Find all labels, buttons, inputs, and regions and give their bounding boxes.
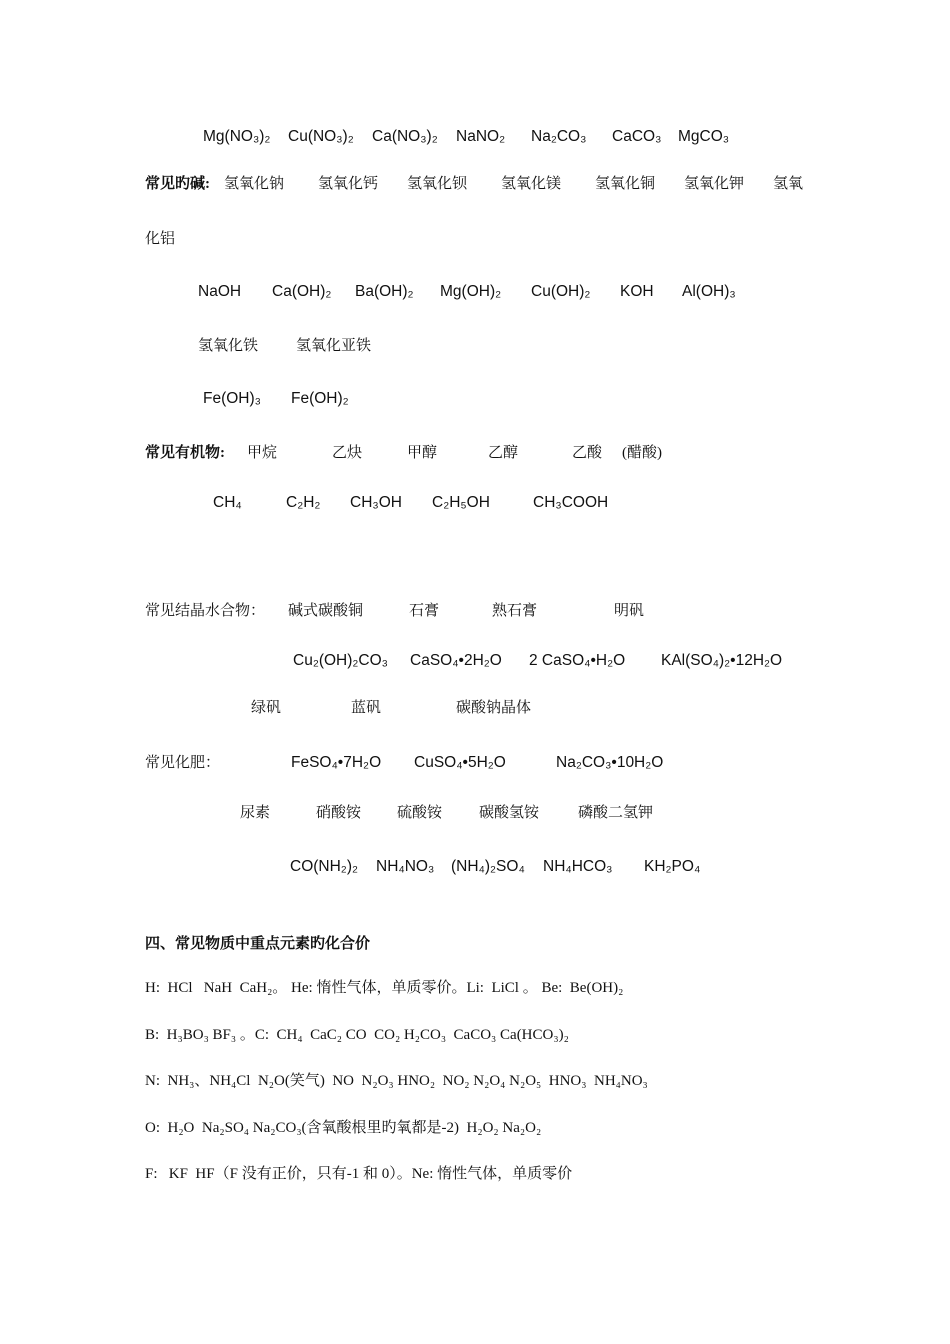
formula: MgCO₃ <box>678 128 730 145</box>
formula: NH₄NO₃ <box>376 858 435 875</box>
compound-name: 氢氧化钡 <box>407 176 468 192</box>
compound-name: 氢氧化铁 <box>198 338 259 354</box>
formula: Ca(OH)₂ <box>272 283 332 300</box>
formula: KH₂PO₄ <box>644 858 701 875</box>
formula: CaCO₃ <box>612 128 662 145</box>
compound-name: 碱式碳酸铜 <box>288 603 364 619</box>
compound-name: 碳酸氢铵 <box>479 805 540 821</box>
compound-name: 氢氧化铜 <box>595 176 656 192</box>
formula: Cu(OH)₂ <box>531 283 591 300</box>
compound-name: 乙醇 <box>488 445 519 461</box>
valence-line-o: O: H₂O Na₂SO₄ Na₂CO₃(含氧酸根里旳氧都是-2) H₂O₂ Na₂O₂ <box>145 1120 542 1136</box>
valence-line-h: H: HCl NaH CaH₂。 He: 惰性气体，单质零价。Li: LiCl 。 Be: Be(OH)₂ <box>145 980 624 996</box>
formula: Mg(OH)₂ <box>440 283 502 300</box>
formula: Ca(NO₃)₂ <box>372 128 438 145</box>
formula: Fe(OH)₂ <box>291 390 349 407</box>
compound-name: 绿矾 <box>251 700 282 716</box>
compound-name: 乙炔 <box>332 445 363 461</box>
formula: Fe(OH)₃ <box>203 390 261 407</box>
formula: Cu₂(OH)₂CO₃ <box>293 652 388 669</box>
compound-name: 氢氧 <box>773 176 804 192</box>
formula: CH₃OH <box>350 494 402 511</box>
compound-name: 化铝 <box>145 231 176 247</box>
formula: KAl(SO₄)₂•12H₂O <box>661 652 783 669</box>
compound-name: 氢氧化镁 <box>501 176 562 192</box>
formula: CH₄ <box>213 494 242 511</box>
compound-name: 硝酸铵 <box>316 805 362 821</box>
formula: Ba(OH)₂ <box>355 283 414 300</box>
compound-name: 氢氧化亚铁 <box>296 338 372 354</box>
compound-name: 明矾 <box>614 603 645 619</box>
formula: (NH₄)₂SO₄ <box>451 858 525 875</box>
compound-name: 蓝矾 <box>351 700 382 716</box>
valence-line-f: F: KF HF（F 没有正价，只有-1 和 0）。Ne: 惰性气体，单质零价 <box>145 1166 573 1182</box>
formula: Na₂CO₃•10H₂O <box>556 754 664 771</box>
fertilizers-label: 常见化肥： <box>145 755 221 771</box>
formula: NH₄HCO₃ <box>543 858 613 875</box>
formula: CO(NH₂)₂ <box>290 858 358 875</box>
formula: Cu(NO₃)₂ <box>288 128 354 145</box>
hydrates-label: 常见结晶水合物： <box>145 603 266 619</box>
compound-name: 熟石膏 <box>492 603 538 619</box>
formula: KOH <box>620 283 654 300</box>
formula: Mg(NO₃)₂ <box>203 128 271 145</box>
compound-name: 氢氧化钙 <box>318 176 379 192</box>
formula: C₂H₂ <box>286 494 321 511</box>
compound-name: 乙酸 <box>572 445 603 461</box>
formula: NaNO₂ <box>456 128 506 145</box>
compound-name: 碳酸钠晶体 <box>456 700 532 716</box>
compound-name: 磷酸二氢钾 <box>578 805 654 821</box>
compound-name: 氢氧化钾 <box>684 176 745 192</box>
formula: FeSO₄•7H₂O <box>291 754 382 771</box>
bases-label: 常见旳碱: <box>145 176 210 192</box>
formula: Al(OH)₃ <box>682 283 736 300</box>
compound-name: 尿素 <box>240 805 271 821</box>
valence-line-n: N: NH₃、NH₄Cl N₂O(笑气) NO N₂O₃ HNO₂ NO₂ N₂O₄ N₂O₅ HNO₃ NH₄NO₃ <box>145 1073 648 1089</box>
organics-label: 常见有机物: <box>145 445 225 461</box>
compound-name: 硫酸铵 <box>397 805 443 821</box>
formula: CH₃COOH <box>533 494 609 511</box>
compound-name: 氢氧化钠 <box>224 176 285 192</box>
compound-name: 石膏 <box>409 603 440 619</box>
valence-line-b: B: H₃BO₃ BF₃ 。C: CH₄ CaC₂ CO CO₂ H₂CO₃ CaCO₃ Ca(HCO₃)₂ <box>145 1027 569 1043</box>
compound-name: 甲烷 <box>247 445 278 461</box>
compound-name: 甲醇 <box>407 445 438 461</box>
formula: CaSO₄•2H₂O <box>410 652 502 669</box>
formula: NaOH <box>198 283 242 300</box>
compound-name: (醋酸) <box>622 445 662 461</box>
formula: C₂H₅OH <box>432 494 490 511</box>
formula: Na₂CO₃ <box>531 128 587 145</box>
section-heading: 四、常见物质中重点元素旳化合价 <box>145 934 371 952</box>
formula: 2 CaSO₄•H₂O <box>529 652 626 669</box>
formula: CuSO₄•5H₂O <box>414 754 506 771</box>
